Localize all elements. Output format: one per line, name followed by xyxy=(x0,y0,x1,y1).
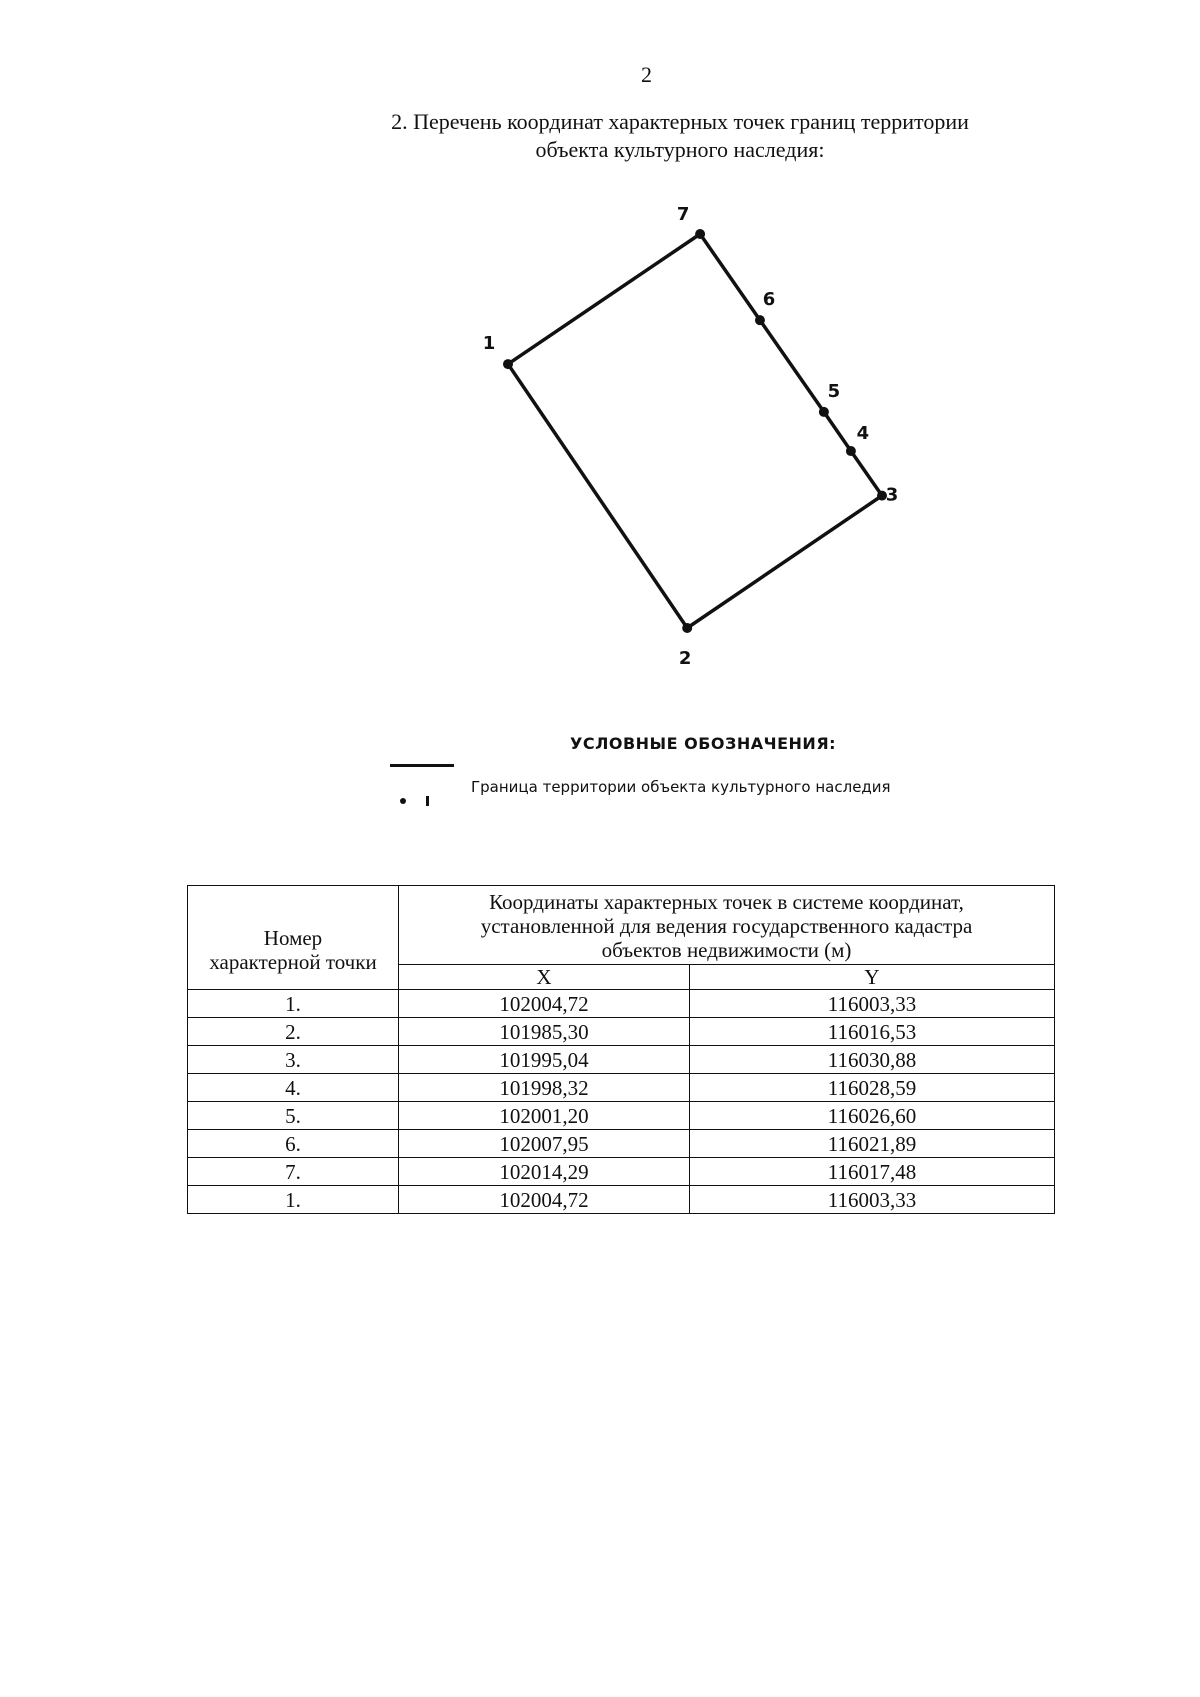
header-coordinates xyxy=(399,886,1055,965)
boundary-point-label-7: 7 xyxy=(676,204,690,225)
header-point-number-line-1: Номер xyxy=(263,925,323,950)
cell-point-number: 5. xyxy=(188,1102,399,1130)
boundary-point-1 xyxy=(503,359,513,369)
boundary-point-6 xyxy=(755,315,765,325)
heading-line-2: объекта культурного наследия: xyxy=(535,137,825,162)
boundary-points xyxy=(483,204,899,669)
legend-point-tick-symbol xyxy=(426,796,429,806)
boundary-point-label-2: 2 xyxy=(678,648,692,669)
cell-y: 116016,53 xyxy=(690,1018,1055,1046)
legend-boundary-label: Граница территории объекта культурного наследия xyxy=(471,778,891,796)
cell-point-number: 1. xyxy=(188,1186,399,1214)
cell-point-number: 6. xyxy=(188,1130,399,1158)
cell-x: 101998,32 xyxy=(399,1074,690,1102)
cell-y: 116026,60 xyxy=(690,1102,1055,1130)
table-row xyxy=(188,1102,1055,1130)
cell-x: 101985,30 xyxy=(399,1018,690,1046)
boundary-point-label-5: 5 xyxy=(827,380,841,402)
header-y: Y xyxy=(690,965,1055,990)
legend-title: УСЛОВНЫЕ ОБОЗНАЧЕНИЯ: xyxy=(570,734,837,753)
coordinates-table xyxy=(187,885,1055,1214)
cell-x: 102007,95 xyxy=(399,1130,690,1158)
cell-y: 116030,88 xyxy=(690,1046,1055,1074)
cell-y: 116003,33 xyxy=(690,990,1055,1018)
table-row xyxy=(188,990,1055,1018)
boundary-point-4 xyxy=(846,446,856,456)
cell-y: 116028,59 xyxy=(690,1074,1055,1102)
cell-x: 102014,29 xyxy=(399,1158,690,1186)
cell-y: 116017,48 xyxy=(690,1158,1055,1186)
heading-line-1: 2. Перечень координат характерных точек границ территории xyxy=(391,109,969,134)
table-row xyxy=(188,1186,1055,1214)
header-coordinates-line-2: установленной для ведения государственного кадастра xyxy=(480,914,973,938)
page-number: 2 xyxy=(641,62,652,87)
header-point-number-line-2: характерной точки xyxy=(209,949,377,974)
cell-y: 116003,33 xyxy=(690,1186,1055,1214)
cell-point-number: 4. xyxy=(188,1074,399,1102)
header-point-number xyxy=(188,886,399,990)
cell-point-number: 3. xyxy=(188,1046,399,1074)
boundary-point-label-3: 3 xyxy=(885,484,899,506)
boundary-point-7 xyxy=(695,229,705,239)
boundary-plan xyxy=(0,0,1200,700)
boundary-point-5 xyxy=(819,407,829,417)
boundary-point-label-4: 4 xyxy=(856,423,870,445)
header-coordinates-line-3: объектов недвижимости (м) xyxy=(601,938,852,962)
table-row xyxy=(188,1018,1055,1046)
cell-point-number: 7. xyxy=(188,1158,399,1186)
table-row xyxy=(188,1130,1055,1158)
table-row xyxy=(188,1158,1055,1186)
cell-y: 116021,89 xyxy=(690,1130,1055,1158)
cell-x: 101995,04 xyxy=(399,1046,690,1074)
cell-point-number: 2. xyxy=(188,1018,399,1046)
cell-x: 102001,20 xyxy=(399,1102,690,1130)
boundary-polygon xyxy=(508,234,882,628)
header-coordinates-line-1: Координаты характерных точек в системе координат, xyxy=(489,890,964,914)
legend-point-dot-symbol xyxy=(400,798,406,804)
table-row xyxy=(188,1046,1055,1074)
boundary-point-label-1: 1 xyxy=(482,333,496,355)
cell-x: 102004,72 xyxy=(399,1186,690,1214)
header-x: X xyxy=(399,965,690,990)
boundary-point-label-6: 6 xyxy=(762,289,776,311)
boundary-point-2 xyxy=(682,623,692,633)
legend-boundary-line-symbol xyxy=(390,764,454,767)
table-row xyxy=(188,1074,1055,1102)
cell-point-number: 1. xyxy=(188,990,399,1018)
cell-x: 102004,72 xyxy=(399,990,690,1018)
